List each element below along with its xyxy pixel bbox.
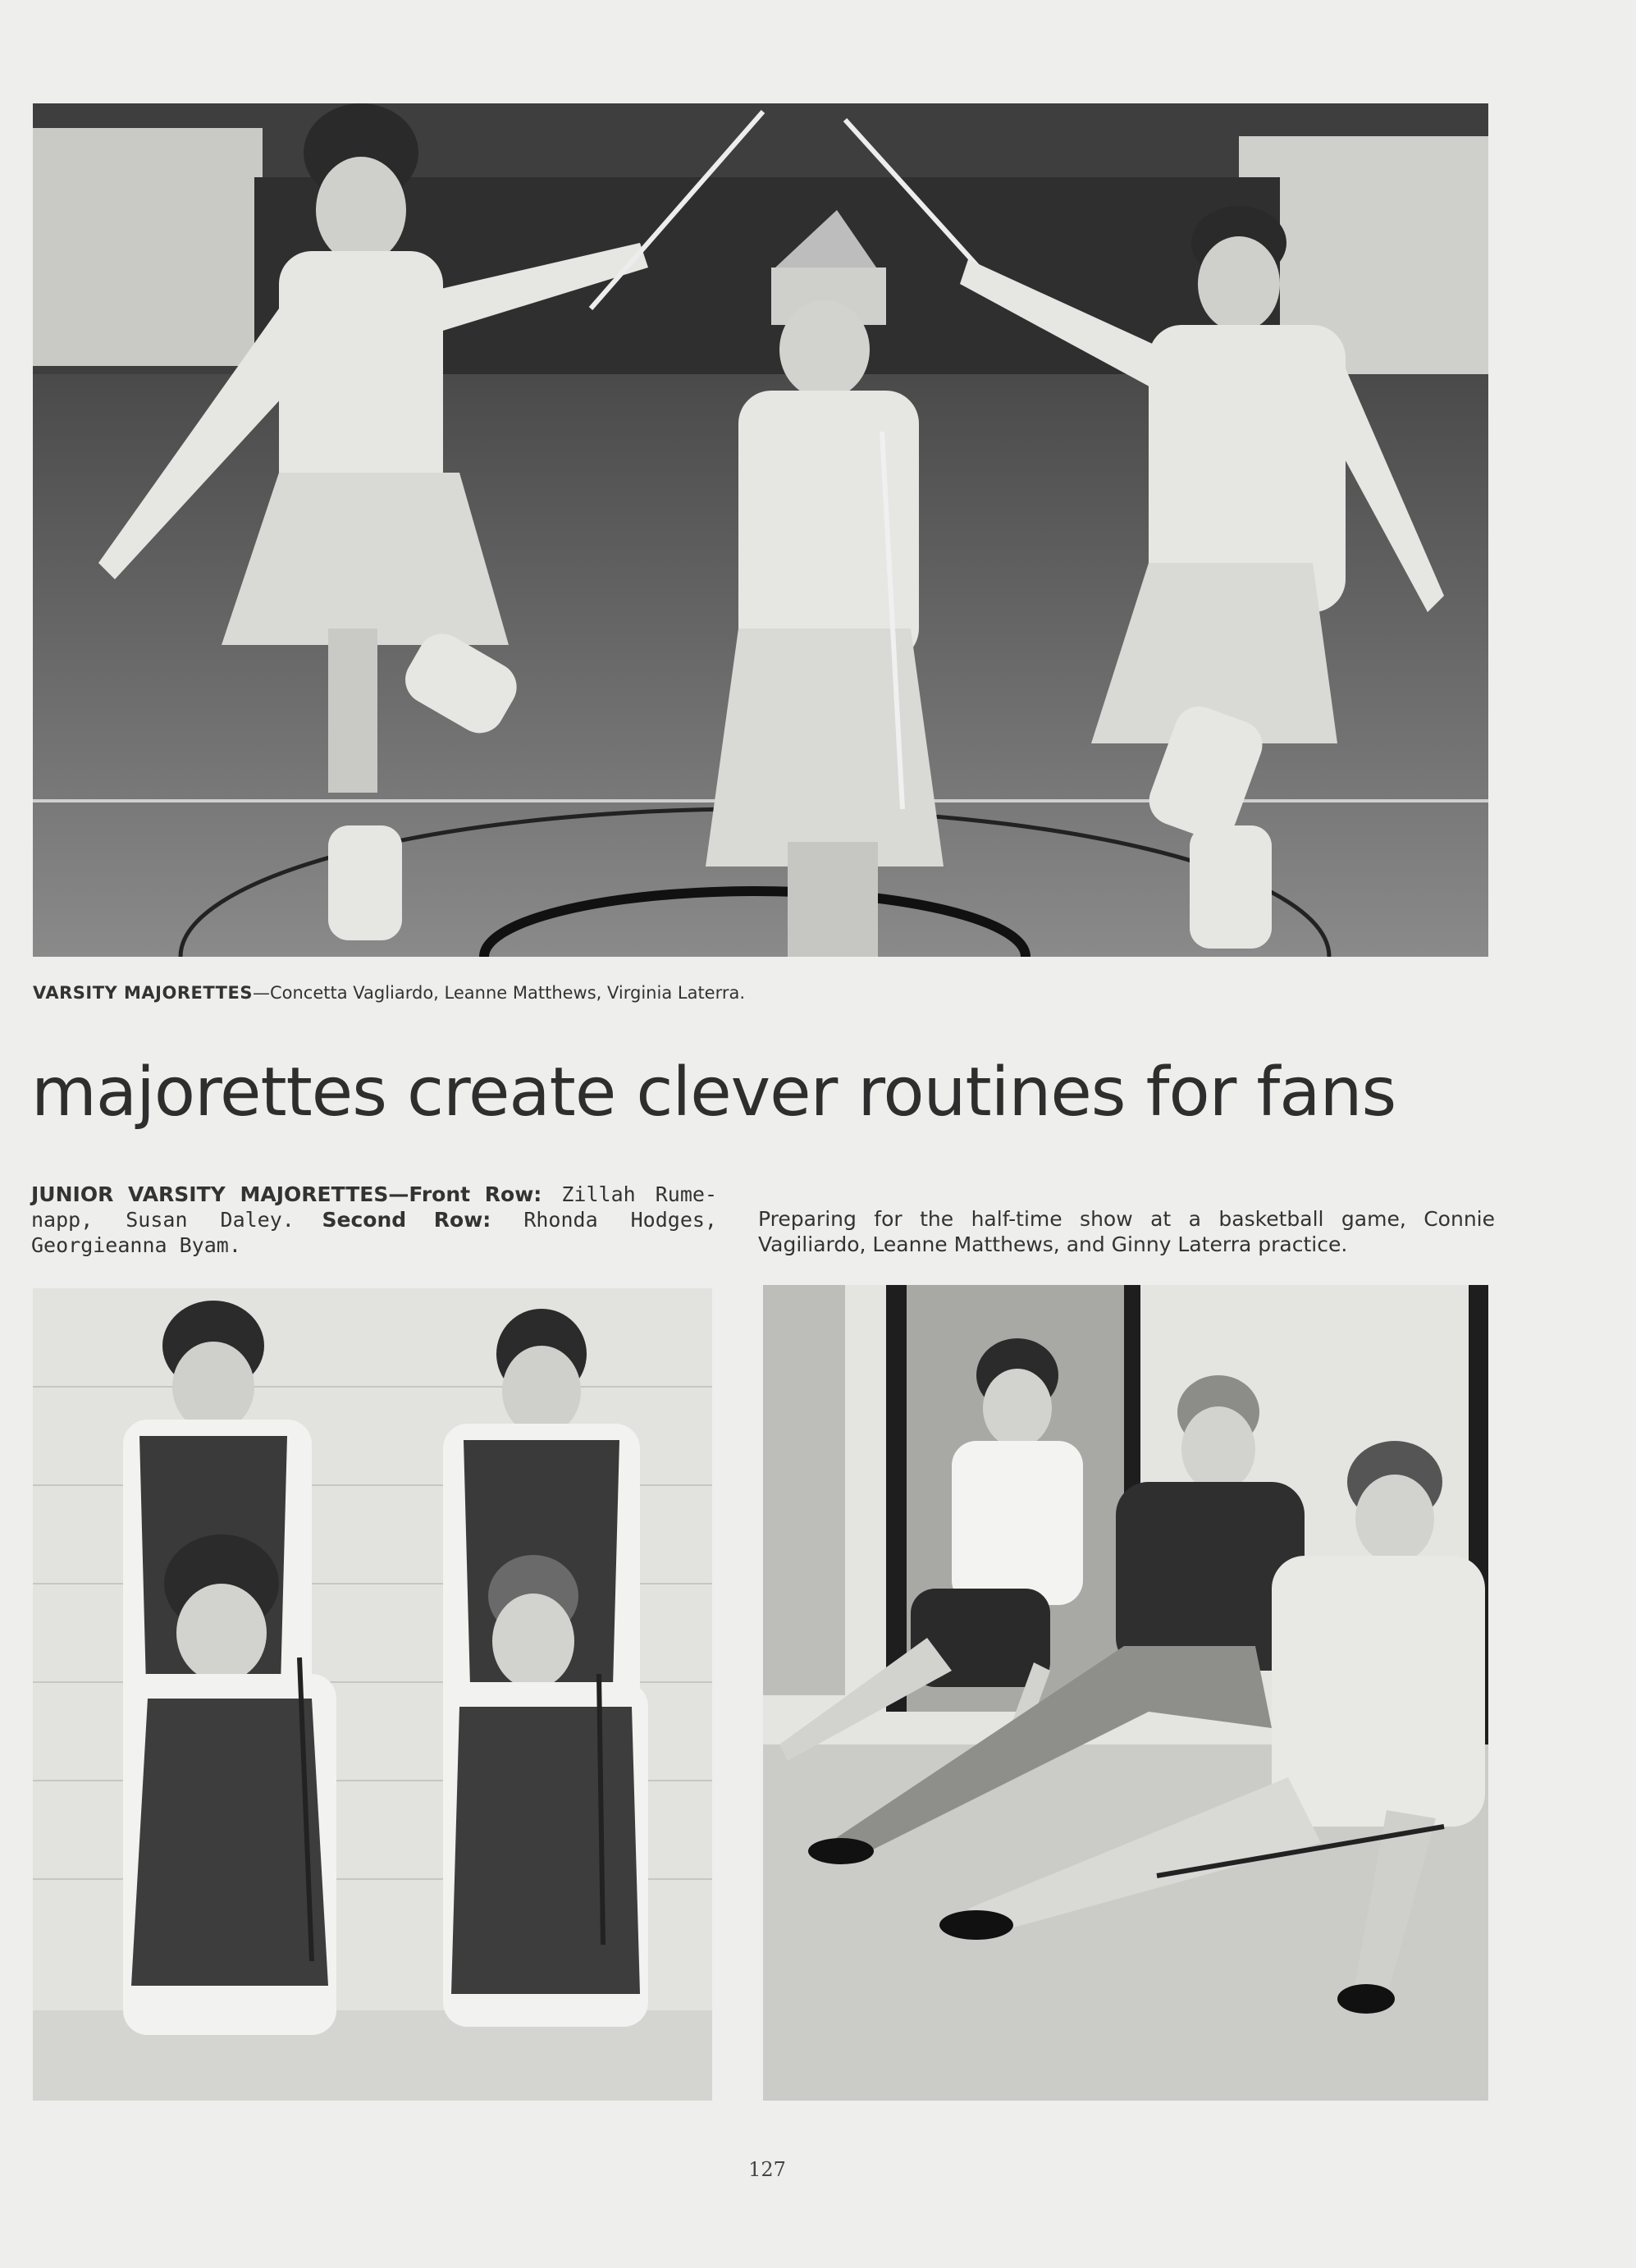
practice-photo	[763, 1285, 1488, 2101]
junior-varsity-photo	[33, 1288, 712, 2101]
page-headline: majorettes create clever routines for fans	[31, 1054, 1396, 1132]
jv-front-row-names: Zillah Rume-napp, Susan Daley.	[31, 1182, 717, 1232]
page-number: 127	[748, 2158, 786, 2181]
jv-second-row-names: Rhonda Hodges, Georgieanna Byam.	[31, 1208, 717, 1257]
varsity-caption-names: —Concetta Vagliardo, Leanne Matthews, Virginia Laterra.	[252, 983, 746, 1003]
jv-caption-lead: JUNIOR VARSITY MAJORETTES	[31, 1182, 389, 1206]
varsity-caption	[33, 982, 1488, 1004]
jv-second-row-label: Second Row:	[294, 1208, 491, 1232]
jv-front-row-label: —Front Row:	[388, 1182, 542, 1206]
junior-varsity-caption	[31, 1182, 717, 1258]
varsity-caption-lead: VARSITY MAJORETTES	[33, 983, 253, 1003]
practice-caption: Preparing for the half-time show at a basketball game, Connie Vagiliardo, Leanne Matthews, and Ginny Laterra practice.	[758, 1207, 1495, 1256]
varsity-majorettes-photo	[33, 103, 1488, 957]
